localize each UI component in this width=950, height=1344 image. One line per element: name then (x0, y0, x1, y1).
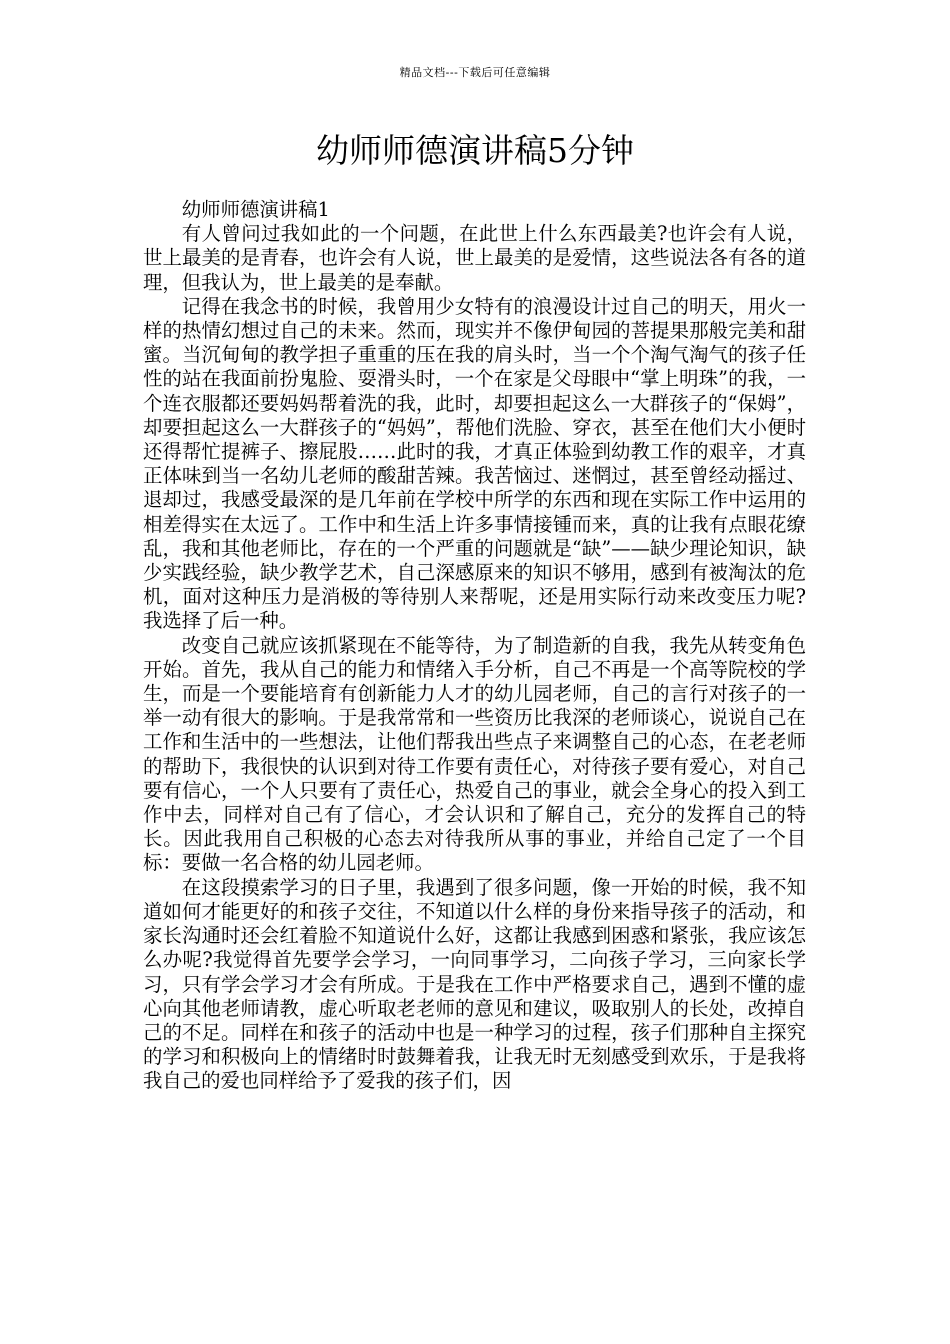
page-header-note: 精品文档---下载后可任意编辑 (399, 66, 551, 79)
section-heading: 幼师师德演讲稿1 (181, 198, 330, 221)
paragraph: 记得在我念书的时候，我曾用少女特有的浪漫设计过自己的明天，用火一样的热情幻想过自己的未来。然而，现实并不像伊甸园的菩提果那般完美和甜蜜。当沉甸甸的教学担子重重的压在我的肩头时，当一个个淘气淘气的孩子任性的站在我面前扮鬼脸、耍滑头时，一个在家是父母眼中“掌上明珠”的我，一个连衣服都还要妈妈帮着洗的我，此时，却要担起这么一大群孩子的“保姆”，却要担起这么一大群孩子的“妈妈”，帮他们洗脸、穿衣，甚至在他们大小便时还得帮忙提裤子、擦屁股……此时的我，才真正体验到幼教工作的艰辛，才真正体味到当一名幼儿老师的酸甜苦辣。我苦恼过、迷惘过，甚至曾经动摇过、退却过，我感受最深的是几年前在学校中所学的东西和现在实际工作中运用的相差得实在太远了。工作中和生活上许多事情接锺而来，真的让我有点眼花缭乱，我和其他老师比，存在的一个严重的问题就是“缺”——缺少理论知识，缺少实践经验，缺少教学艺术，自己深感原来的知识不够用，感到有被淘汰的危机，面对这种压力是消极的等待别人来帮呢，还是用实际行动来改变压力呢?我选择了后一种。 (143, 294, 806, 633)
paragraph: 在这段摸索学习的日子里，我遇到了很多问题，像一开始的时候，我不知道如何才能更好的和孩子交往，不知道以什么样的身份来指导孩子的活动，和家长沟通时还会红着脸不知道说什么好，这都让我感到困惑和紧张，我应该怎么办呢?我觉得首先要学会学习，一向同事学习，二向孩子学习，三向家长学习，只有学会学习才会有所成。于是我在工作中严格要求自己，遇到不懂的虚心向其他老师请教，虚心听取老老师的意见和建议，吸取别人的长处，改掉自己的不足。同样在和孩子的活动中也是一种学习的过程，孩子们那种自主探究的学习和积极向上的情绪时时鼓舞着我，让我无时无刻感受到欢乐，于是我将我自己的爱也同样给予了爱我的孩子们，因 (143, 875, 806, 1093)
document-body (143, 198, 806, 1094)
document-title: 幼师师德演讲稿5分钟 (316, 131, 634, 170)
paragraph: 改变自己就应该抓紧现在不能等待，为了制造新的自我，我先从转变角色开始。首先，我从自己的能力和情绪入手分析，自己不再是一个高等院校的学生，而是一个要能培育有创新能力人才的幼儿园老师，自己的言行对孩子的一举一动有很大的影响。于是我常常和一些资历比我深的老师谈心，说说自己在工作和生活中的一些想法，让他们帮我出些点子来调整自己的心态，在老老师的帮助下，我很快的认识到对待工作要有责任心，对待孩子要有爱心，对自己要有信心，一个人只要有了责任心，热爱自己的事业，就会全身心的投入到工作中去，同样对自己有了信心，才会认识和了解自己，充分的发挥自己的特长。因此我用自己积极的心态去对待我所从事的事业，并给自己定了一个目标：要做一名合格的幼儿园老师。 (143, 633, 806, 875)
paragraph: 有人曾问过我如此的一个问题，在此世上什么东西最美?也许会有人说，世上最美的是青春，也许会有人说，世上最美的是爱情，这些说法各有各的道理，但我认为，世上最美的是奉献。 (143, 222, 806, 294)
